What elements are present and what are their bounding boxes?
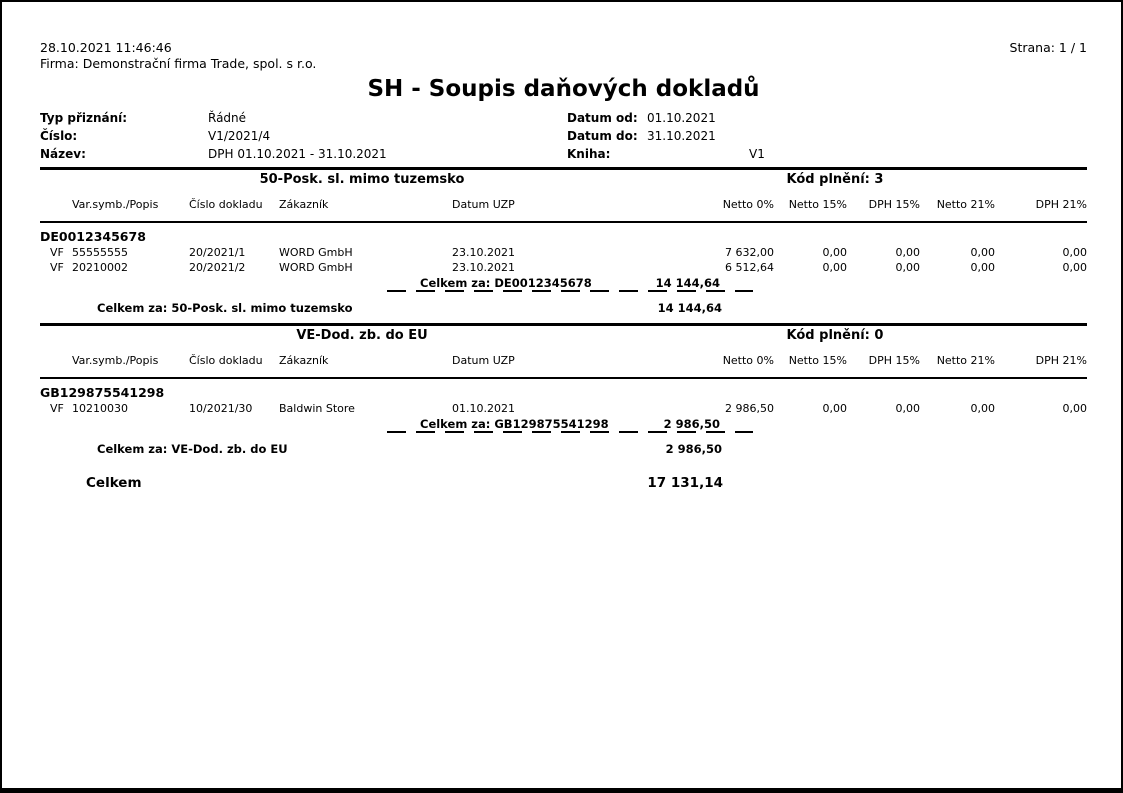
header-left (40, 40, 316, 72)
section-name: VE-Dod. zb. do EU (296, 328, 428, 343)
cell-dph15: 0,00 (895, 261, 920, 274)
col-date: Datum UZP (452, 198, 515, 211)
cislo-value: V1/2021/4 (208, 129, 271, 143)
col-spacer (40, 197, 72, 212)
cislo-label: Číslo: (40, 129, 78, 143)
section-total-label: Celkem za: 50-Posk. sl. mimo tuzemsko (97, 301, 353, 315)
col-doc: Číslo dokladu (189, 198, 263, 211)
group-total-value: 2 986,50 (663, 417, 720, 431)
col-netto21: Netto 21% (936, 354, 995, 367)
cell-dph21: 0,00 (1062, 261, 1087, 274)
datum-od-label: Datum od: (567, 111, 638, 125)
kniha-label: Kniha: (567, 147, 611, 161)
col-dph21: DPH 21% (1035, 354, 1087, 367)
page-number: Strana: 1 / 1 (1009, 40, 1087, 55)
divider-thin (40, 221, 1087, 223)
cell-netto0: 7 632,00 (725, 246, 774, 259)
dashed-underline (387, 290, 753, 292)
cell-date: 23.10.2021 (452, 246, 515, 259)
cell-dph21: 0,00 (1062, 246, 1087, 259)
datum-do-label: Datum do: (567, 129, 638, 143)
cell-varsymb: 10210030 (72, 402, 128, 415)
group-total-value: 14 144,64 (655, 276, 720, 290)
col-dph21: DPH 21% (1035, 198, 1087, 211)
col-dph15: DPH 15% (868, 198, 920, 211)
kniha-value: V1 (749, 147, 765, 161)
table-row (40, 401, 1087, 416)
table-row (40, 245, 1087, 260)
column-header-row (40, 353, 1087, 368)
cell-netto15: 0,00 (822, 261, 847, 274)
meta-row-kniha (567, 147, 1087, 165)
cell-netto21: 0,00 (970, 261, 995, 274)
col-varsymb: Var.symb./Popis (72, 354, 159, 367)
nazev-value: DPH 01.10.2021 - 31.10.2021 (208, 147, 387, 161)
meta-row-typ (40, 111, 567, 129)
cell-varsymb: 20210002 (72, 261, 128, 274)
col-customer: Zákazník (279, 198, 329, 211)
section-name: 50-Posk. sl. mimo tuzemsko (259, 172, 465, 187)
group-total-label: Celkem za: GB129875541298 (420, 417, 609, 431)
datum-do-value: 31.10.2021 (647, 129, 716, 143)
nazev-label: Název: (40, 147, 86, 161)
col-doc: Číslo dokladu (189, 354, 263, 367)
section-code: Kód plnění: 0 (786, 328, 884, 343)
group-id: DE0012345678 (40, 229, 146, 244)
cell-date: 23.10.2021 (452, 261, 515, 274)
cell-customer: WORD GmbH (279, 261, 353, 274)
print-timestamp: 28.10.2021 11:46:46 (40, 40, 172, 55)
cell-dph21: 0,00 (1062, 402, 1087, 415)
col-netto0: Netto 0% (722, 198, 774, 211)
section-band (40, 172, 1087, 193)
meta-row-datum-do (567, 129, 1087, 147)
cell-date: 01.10.2021 (452, 402, 515, 415)
meta-right (567, 111, 1087, 165)
typ-value: Řádné (208, 111, 247, 125)
cell-doc-type: VF (50, 261, 64, 274)
cell-netto15: 0,00 (822, 246, 847, 259)
datum-od-value: 01.10.2021 (647, 111, 716, 125)
cell-doc: 10/2021/30 (189, 402, 253, 415)
cell-doc: 20/2021/2 (189, 261, 246, 274)
report-title: SH - Soupis daňových dokladů (367, 76, 760, 102)
col-dph15: DPH 15% (868, 354, 920, 367)
typ-label: Typ přiznání: (40, 111, 128, 125)
group-id: GB129875541298 (40, 385, 165, 400)
meta-row-datum-od (567, 111, 1087, 129)
cell-netto15: 0,00 (822, 402, 847, 415)
report-content (40, 2, 1087, 497)
meta-row-cislo (40, 129, 567, 147)
col-netto21: Netto 21% (936, 198, 995, 211)
cell-customer: Baldwin Store (279, 402, 355, 415)
col-spacer (40, 353, 72, 368)
meta-block (40, 111, 1087, 165)
report-header (40, 2, 1087, 72)
company-name: Firma: Demonstrační firma Trade, spol. s r.o. (40, 56, 317, 71)
section-band (40, 328, 1087, 349)
col-varsymb: Var.symb./Popis (72, 198, 159, 211)
col-customer: Zákazník (279, 354, 329, 367)
column-header-row (40, 197, 1087, 212)
cell-netto0: 6 512,64 (725, 261, 774, 274)
col-netto15: Netto 15% (788, 198, 847, 211)
cell-netto0: 2 986,50 (725, 402, 774, 415)
cell-varsymb: 55555555 (72, 246, 128, 259)
grand-total-row (40, 475, 1087, 497)
meta-row-nazev (40, 147, 567, 165)
grand-total-label: Celkem (86, 475, 142, 491)
cell-dph15: 0,00 (895, 402, 920, 415)
group-total-row (40, 275, 1087, 295)
section-code: Kód plnění: 3 (786, 172, 884, 187)
dashed-underline (387, 431, 753, 433)
col-netto0: Netto 0% (722, 354, 774, 367)
divider-thick (40, 323, 1087, 326)
section-total-value: 14 144,64 (657, 301, 722, 315)
cell-doc-type: VF (50, 246, 64, 259)
cell-doc: 20/2021/1 (189, 246, 246, 259)
col-netto15: Netto 15% (788, 354, 847, 367)
section-total-row (40, 301, 1087, 321)
group-total-label: Celkem za: DE0012345678 (420, 276, 592, 290)
cell-netto21: 0,00 (970, 402, 995, 415)
section-total-value: 2 986,50 (665, 442, 722, 456)
cell-dph15: 0,00 (895, 246, 920, 259)
divider-thin (40, 377, 1087, 379)
section-total-label: Celkem za: VE-Dod. zb. do EU (97, 442, 288, 456)
cell-doc-type: VF (50, 402, 64, 415)
section-total-row (40, 442, 1087, 462)
group-total-row (40, 416, 1087, 436)
meta-left (40, 111, 567, 165)
divider-thick (40, 167, 1087, 170)
col-date: Datum UZP (452, 354, 515, 367)
table-row (40, 260, 1087, 275)
cell-customer: WORD GmbH (279, 246, 353, 259)
cell-netto21: 0,00 (970, 246, 995, 259)
grand-total-value: 17 131,14 (647, 475, 723, 491)
